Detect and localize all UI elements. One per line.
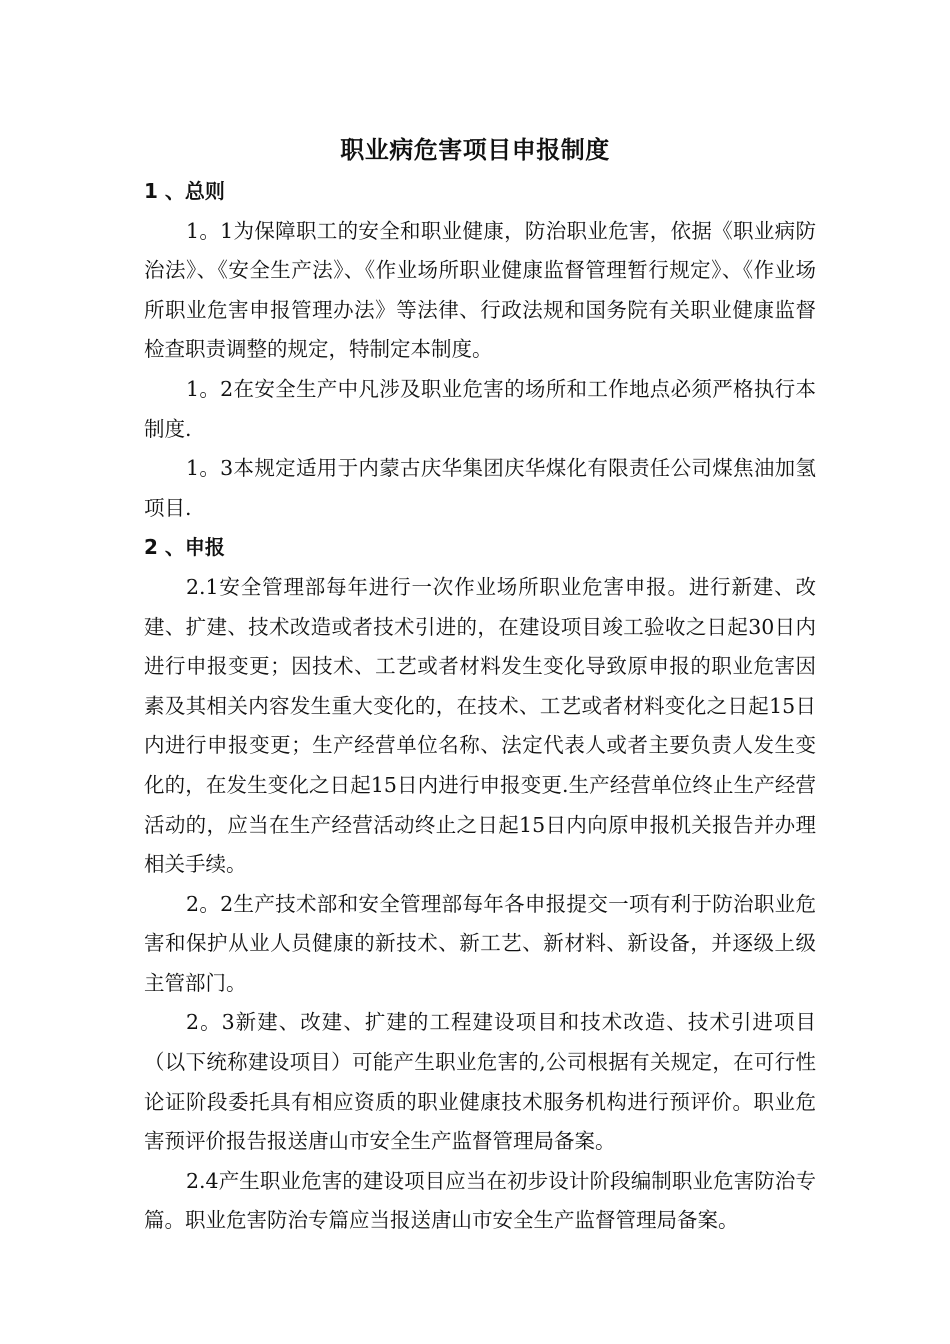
- section-heading-declaration: 2 、申报: [144, 535, 225, 560]
- paragraph-1-2: 1。2在安全生产中凡涉及职业危害的场所和工作地点必须严格执行本制度.: [144, 376, 816, 441]
- paragraph-2-1: 2.1安全管理部每年进行一次作业场所职业危害申报。进行新建、改建、扩建、技术改造或者技术引进的，在建设项目竣工验收之日起30日内进行申报变更；因技术、工艺或者材料发生变化导致原申报的职业危害因素及其相关内容发生重大变化的，在技术、工艺或者材料变化之日起15日内进行申报变更；生产经营单位名称、法定代表人或者主要负责人发生变化的，在发生变化之日起15日内进行申报变更.生产经营单位终止生产经营活动的，应当在生产经营活动终止之日起15日内向原申报机关报告并办理相关手续。: [144, 574, 816, 877]
- section-heading-general: 1 、总则: [144, 179, 225, 203]
- paragraph-1-1: 1。1为保障职工的安全和职业健康，防治职业危害，依据《职业病防治法》、《安全生产法》、《作业场所职业健康监督管理暂行规定》、《作业场所职业危害申报管理办法》等法律、行政法规和国务院有关职业健康监督检查职责调整的规定，特制定本制度。: [144, 218, 816, 362]
- paragraph-1-3: 1。3本规定适用于内蒙古庆华集团庆华煤化有限责任公司煤焦油加氢项目.: [144, 456, 816, 520]
- document-body: [144, 172, 816, 1241]
- paragraph-2-2: 2。2生产技术部和安全管理部每年各申报提交一项有利于防治职业危害和保护从业人员健康的新技术、新工艺、新材料、新设备，并逐级上级主管部门。: [144, 891, 816, 995]
- document-title: 职业病危害项目申报制度: [340, 136, 610, 164]
- paragraph-2-4: 2.4产生职业危害的建设项目应当在初步设计阶段编制职业危害防治专篇。职业危害防治专篇应当报送唐山市安全生产监督管理局备案。: [144, 1168, 816, 1233]
- paragraph-2-3: 2。3新建、改建、扩建的工程建设项目和技术改造、技术引进项目（以下统称建设项目）可能产生职业危害的,公司根据有关规定，在可行性论证阶段委托具有相应资质的职业健康技术服务机构进行预评价。职业危害预评价报告报送唐山市安全生产监督管理局备案。: [144, 1010, 816, 1154]
